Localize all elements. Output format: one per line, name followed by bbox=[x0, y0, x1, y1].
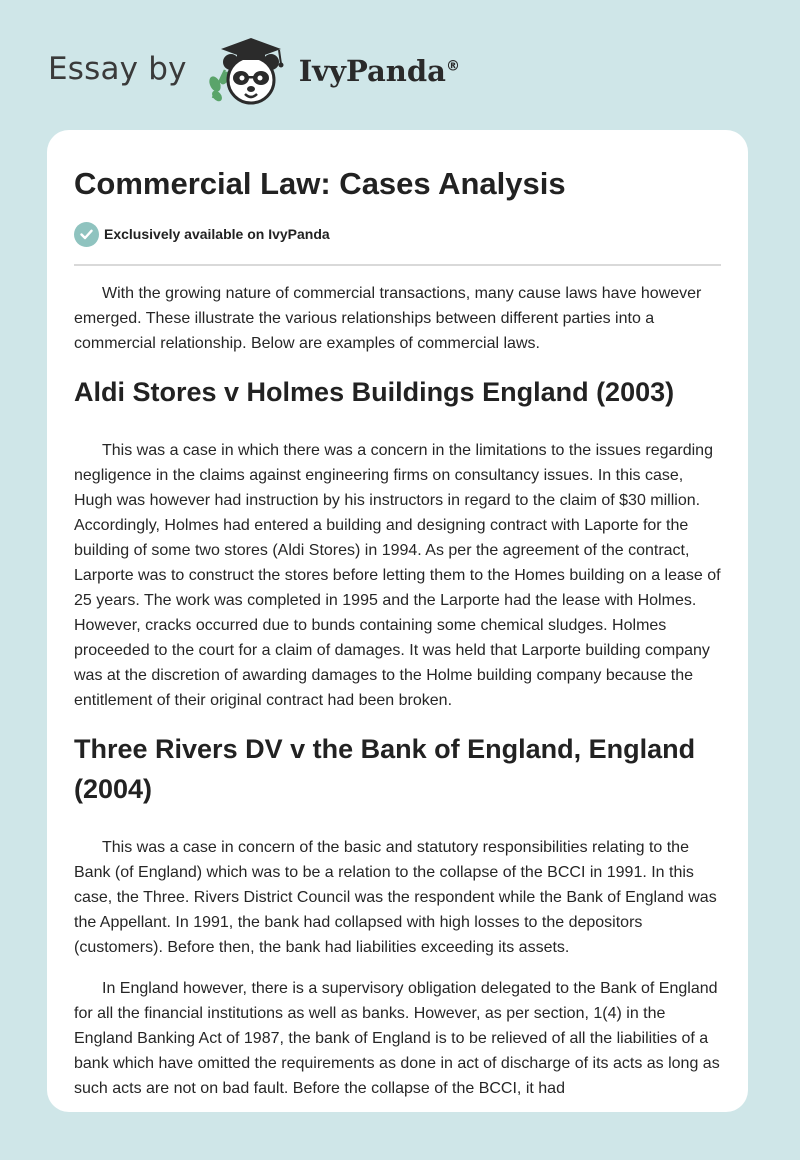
section-heading: Aldi Stores v Holmes Buildings England (2003) bbox=[74, 377, 675, 407]
section-paragraph: In England however, there is a supervisory obligation delegated to the Bank of England for all the financial institutions as well as banks. However, as per section, 1(4) in the England Banking Act of 1987, the bank of England is to be relieved of all the liabilities of a bank which have omitted the requirements as done in act of discharge of its acts as long as such acts are not on bad fault. Before the collapse of the BCCI, it had bbox=[74, 980, 720, 1097]
panda-logo-icon[interactable] bbox=[201, 34, 293, 110]
article-title: Commercial Law: Cases Analysis bbox=[74, 166, 566, 201]
section-three-rivers bbox=[74, 729, 721, 1101]
check-icon bbox=[74, 222, 99, 247]
exclusive-badge bbox=[74, 220, 721, 248]
badge-label: Exclusively available on IvyPanda bbox=[104, 226, 330, 242]
brand-name bbox=[299, 54, 460, 88]
brand-header bbox=[48, 34, 460, 110]
divider bbox=[74, 264, 721, 266]
intro-paragraph: With the growing nature of commercial transactions, many cause laws have however emerged. These illustrate the various relationships between different parties into a commercial relationship. Below are examples of commercial laws. bbox=[74, 285, 702, 352]
article-card bbox=[47, 130, 748, 1112]
section-heading: Three Rivers DV v the Bank of England, England (2004) bbox=[74, 734, 696, 804]
section-paragraph: This was a case in concern of the basic and statutory responsibilities relating to the Bank (of England) which was to be a relation to the collapse of the BCCI in 1991. In this case, the Three. Rivers District Council was the respondent while the Bank of England was the Appellant. In 1991, the bank had collapsed with high losses to the depositors (customers). Before then, the bank had liabilities exceeding its assets. bbox=[74, 839, 717, 956]
section-aldi-stores bbox=[74, 372, 721, 713]
brand-name-text: IvyPanda bbox=[298, 54, 446, 88]
brand-prefix: Essay by bbox=[48, 51, 187, 87]
registered-mark: ® bbox=[445, 58, 460, 75]
section-paragraph: This was a case in which there was a concern in the limitations to the issues regarding negligence in the claims against engineering firms on consultancy issues. In this case, Hugh was however had instruction by his instructors in regard to the claim of $30 million. Accordingly, Holmes had entered a building and designing contract with Laporte for the building of some two stores (Aldi Stores) in 1994. As per the agreement of the contract, Larporte was to construct the stores before letting them to the Homes building on a lease of 25 years. The work was completed in 1995 and the Larporte had the lease with Holmes. However, cracks occurred due to bunds containing some chemical sludges. Holmes proceeded to the court for a claim of damages. It was held that Larporte building company was at the discretion of awarding damages to the Holme building company because the entitlement of their original contract had been broken. bbox=[74, 442, 721, 709]
